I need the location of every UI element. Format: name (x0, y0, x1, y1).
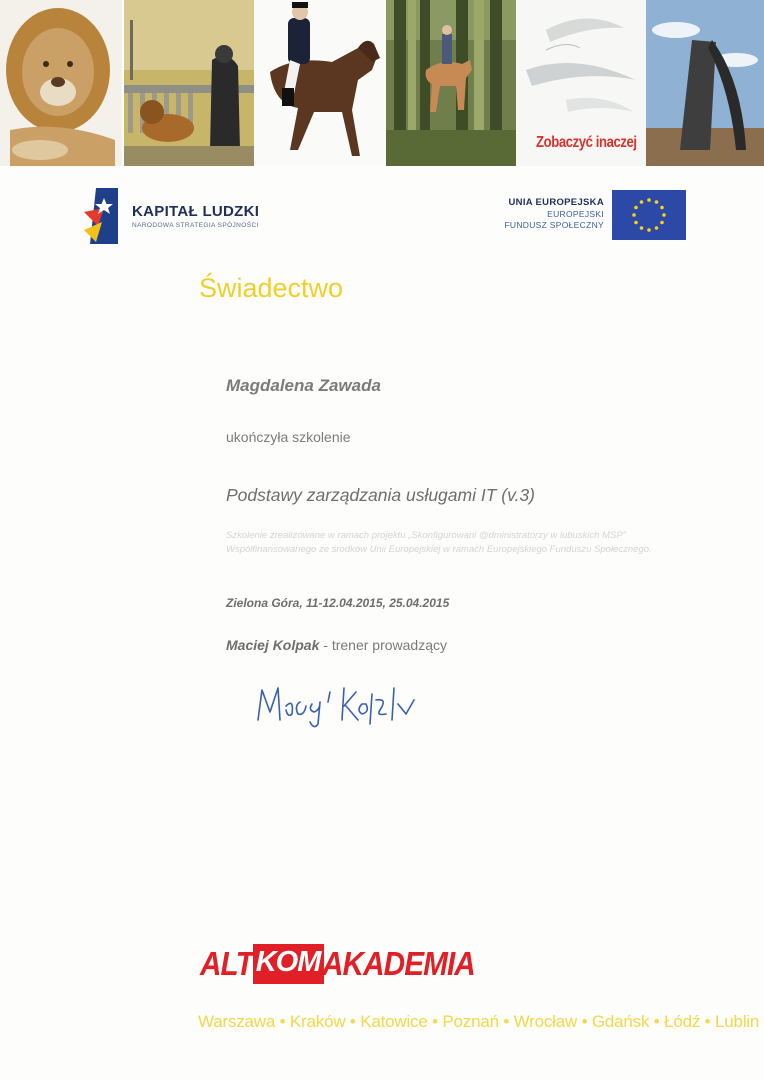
fine-print-line-2: Współfinansowanego ze środków Unii Europejskiej w ramach Europejskiego Funduszu Społecznego. (226, 544, 652, 555)
eu-text (504, 197, 604, 231)
trainer-line (226, 637, 447, 653)
cities-list: Warszawa • Kraków • Katowice • Poznań • Wrocław • Gdańsk • Łódź • Lublin (198, 1012, 760, 1031)
leaning-tower-painting (646, 0, 764, 166)
certificate-title: Świadectwo (199, 273, 344, 303)
trainer-name: Maciej Kolpak (226, 637, 320, 653)
kapital-ludzki-title: KAPITAŁ LUDZKI (132, 203, 260, 220)
altkom-akademia-logo (200, 944, 492, 988)
eu-star-icon (647, 228, 651, 232)
forest-rider-painting (386, 0, 516, 166)
eu-line-1: UNIA EUROPEJSKA (508, 197, 604, 208)
eu-star-icon (660, 221, 664, 225)
eu-star-icon (655, 226, 659, 230)
brand-kom: KOM (253, 944, 325, 984)
kapital-ludzki-mark-icon (82, 186, 122, 246)
eu-star-icon (634, 206, 638, 210)
eu-star-icon (632, 213, 636, 217)
place-and-date: Zielona Góra, 11-12.04.2015, 25.04.2015 (226, 596, 450, 610)
eu-star-icon (660, 206, 664, 210)
fine-print-line-1: Szkolenie zrealizowane w ramach projektu „Skonfigurowani @dministratorzy w lubuskich MSP” (226, 530, 626, 541)
rider-on-horse-photo (254, 0, 386, 166)
banner-slogan: Zobaczyć inaczej (536, 134, 637, 151)
eu-star-icon (655, 200, 659, 204)
lion-painting (0, 0, 122, 166)
recipient-name: Magdalena Zawada (226, 376, 381, 395)
kapital-ludzki-logo (82, 186, 282, 248)
trainer-signature (248, 680, 428, 737)
brand-akademia: AKADEMIA (322, 945, 476, 982)
eu-star-icon (662, 213, 666, 217)
brand-alt: ALT (200, 945, 253, 982)
completed-text: ukończyła szkolenie (226, 429, 351, 445)
eu-star-icon (647, 198, 651, 202)
eu-star-icon (634, 221, 638, 225)
eu-star-icon (640, 200, 644, 204)
eu-flag-icon (612, 190, 686, 240)
lion-and-man-painting (124, 0, 254, 166)
eu-line-2: EUROPEJSKI (547, 209, 604, 219)
course-title: Podstawy zarządzania usługami IT (v.3) (226, 485, 535, 505)
eu-line-3: FUNDUSZ SPOŁECZNY (504, 220, 604, 230)
eu-logo (490, 190, 690, 242)
trainer-role: - trener prowadzący (319, 637, 447, 653)
banner (0, 0, 764, 166)
eu-star-icon (640, 226, 644, 230)
kapital-ludzki-subtitle: NARODOWA STRATEGIA SPÓJNOŚCI (132, 222, 259, 229)
